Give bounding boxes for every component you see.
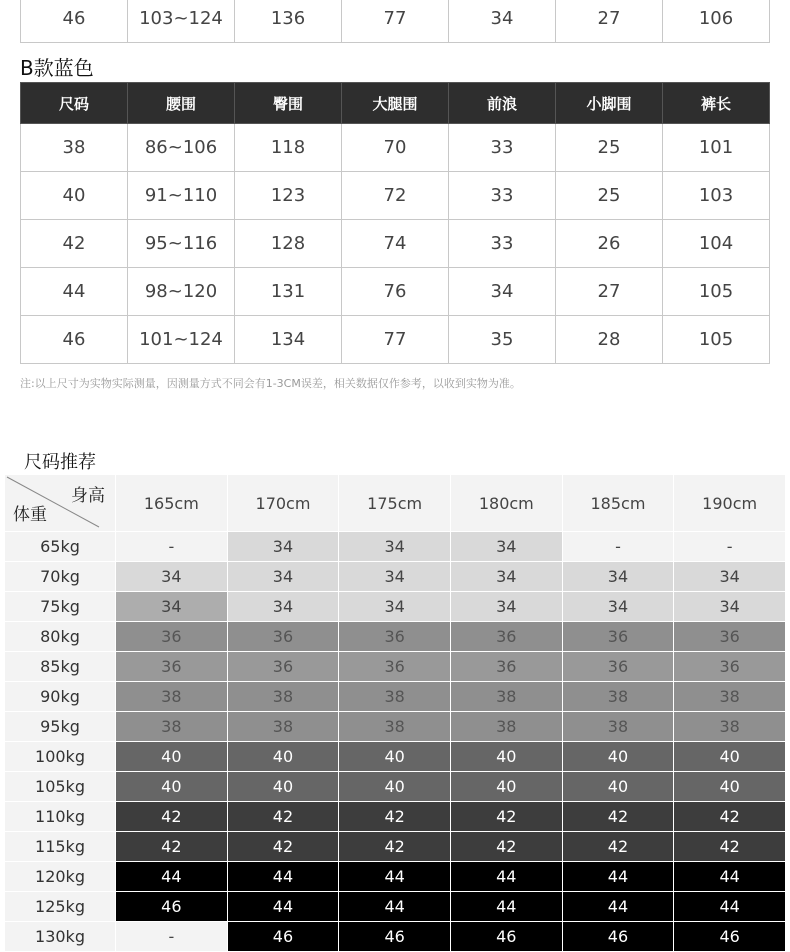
table-cell: 104 (663, 220, 770, 268)
recommend-row (5, 832, 786, 862)
recommend-size-cell: 34 (450, 592, 562, 622)
weight-label: 125kg (5, 892, 116, 922)
recommend-row (5, 892, 786, 922)
recommend-size-cell: 36 (116, 622, 228, 652)
recommend-row (5, 532, 786, 562)
recommend-size-cell: 44 (674, 862, 786, 892)
recommend-size-cell: 40 (562, 772, 674, 802)
recommend-size-cell: 44 (562, 892, 674, 922)
table-cell: 33 (449, 124, 556, 172)
recommend-row (5, 712, 786, 742)
recommend-size-cell: 34 (674, 562, 786, 592)
table-cell: 128 (235, 220, 342, 268)
table-cell: 42 (21, 220, 128, 268)
table-row (21, 268, 770, 316)
height-header: 170cm (227, 475, 339, 532)
table-cell: 131 (235, 268, 342, 316)
measurement-note: 注:以上尺寸为实物实际测量，因测量方式不同会有1-3CM误差，相关数据仅作参考，以收到实物为准。 (20, 377, 521, 390)
recommend-size-cell: 42 (339, 802, 451, 832)
recommend-size-cell: 38 (450, 682, 562, 712)
recommend-size-cell: 34 (450, 562, 562, 592)
weight-label: 110kg (5, 802, 116, 832)
column-header: 尺码 (21, 83, 128, 124)
table-cell: 25 (556, 172, 663, 220)
recommend-size-cell: 42 (339, 832, 451, 862)
recommend-row (5, 652, 786, 682)
weight-label: 120kg (5, 862, 116, 892)
recommend-size-cell: 42 (227, 802, 339, 832)
recommend-size-cell: 46 (674, 922, 786, 952)
weight-label: 70kg (5, 562, 116, 592)
table-cell: 77 (342, 316, 449, 364)
recommend-size-cell: 34 (450, 532, 562, 562)
recommend-size-cell: 34 (116, 562, 228, 592)
table-cell: 70 (342, 124, 449, 172)
weight-label: 115kg (5, 832, 116, 862)
table-cell: 101 (663, 124, 770, 172)
table-cell: 98~120 (128, 268, 235, 316)
table-cell: 27 (556, 0, 663, 43)
recommend-size-cell: 40 (562, 742, 674, 772)
recommend-size-cell: 42 (450, 832, 562, 862)
table-cell: 40 (21, 172, 128, 220)
table-cell: 105 (663, 268, 770, 316)
recommend-size-cell: 38 (450, 712, 562, 742)
recommend-size-cell: 36 (227, 652, 339, 682)
recommend-size-cell: 34 (339, 562, 451, 592)
table-cell: 134 (235, 316, 342, 364)
recommend-title: 尺码推荐 (24, 452, 96, 473)
recommend-size-cell: 40 (116, 772, 228, 802)
recommend-size-cell: 44 (562, 862, 674, 892)
column-header: 裤长 (663, 83, 770, 124)
table-cell: 34 (449, 268, 556, 316)
recommend-size-cell: 46 (339, 922, 451, 952)
recommend-row (5, 922, 786, 952)
recommend-size-cell: 38 (674, 682, 786, 712)
recommend-row (5, 742, 786, 772)
column-header: 腰围 (128, 83, 235, 124)
table-cell: 26 (556, 220, 663, 268)
recommend-size-cell: 34 (227, 562, 339, 592)
recommend-size-cell: 38 (674, 712, 786, 742)
table-cell: 74 (342, 220, 449, 268)
recommend-size-cell: 42 (674, 832, 786, 862)
table-cell: 76 (342, 268, 449, 316)
section-b-title: B款蓝色 (20, 56, 94, 80)
table-cell: 91~110 (128, 172, 235, 220)
recommend-size-cell: 44 (339, 862, 451, 892)
column-header: 臀围 (235, 83, 342, 124)
recommend-row (5, 772, 786, 802)
recommend-row (5, 862, 786, 892)
table-cell: 105 (663, 316, 770, 364)
weight-label: 65kg (5, 532, 116, 562)
recommend-size-cell: 40 (339, 772, 451, 802)
height-header: 175cm (339, 475, 451, 532)
recommend-size-cell: 38 (116, 712, 228, 742)
table-cell: 103 (663, 172, 770, 220)
recommend-size-cell: 36 (674, 622, 786, 652)
recommend-size-cell: 44 (227, 862, 339, 892)
recommend-size-cell: 34 (339, 532, 451, 562)
height-header: 180cm (450, 475, 562, 532)
recommend-size-cell: 36 (674, 652, 786, 682)
recommend-size-cell: 42 (562, 832, 674, 862)
recommend-size-cell: 36 (339, 622, 451, 652)
recommend-size-cell: 44 (339, 892, 451, 922)
recommend-size-cell: 40 (227, 742, 339, 772)
recommend-size-cell: 42 (116, 832, 228, 862)
recommend-size-cell: 46 (450, 922, 562, 952)
table-cell: 103~124 (128, 0, 235, 43)
recommend-size-cell: 34 (227, 592, 339, 622)
height-axis-label: 身高 (71, 486, 105, 506)
recommend-size-cell: 38 (339, 712, 451, 742)
recommend-size-cell: 42 (562, 802, 674, 832)
table-cell: 72 (342, 172, 449, 220)
recommend-size-cell: 38 (227, 712, 339, 742)
recommend-row (5, 562, 786, 592)
table-row (21, 172, 770, 220)
column-header: 大腿围 (342, 83, 449, 124)
recommend-row (5, 592, 786, 622)
weight-label: 90kg (5, 682, 116, 712)
weight-axis-label: 体重 (13, 505, 47, 525)
table-cell: 136 (235, 0, 342, 43)
recommend-size-cell: 34 (674, 592, 786, 622)
recommend-size-cell: 40 (674, 742, 786, 772)
weight-label: 75kg (5, 592, 116, 622)
recommend-size-cell: - (116, 922, 228, 952)
table-cell: 95~116 (128, 220, 235, 268)
recommend-size-cell: 40 (450, 772, 562, 802)
table-cell: 28 (556, 316, 663, 364)
recommend-size-cell: 38 (562, 712, 674, 742)
recommend-size-cell: 38 (562, 682, 674, 712)
recommend-size-cell: 34 (116, 592, 228, 622)
weight-label: 105kg (5, 772, 116, 802)
weight-label: 85kg (5, 652, 116, 682)
recommend-size-cell: 42 (116, 802, 228, 832)
recommend-size-cell: 36 (116, 652, 228, 682)
table-cell: 35 (449, 316, 556, 364)
recommend-size-cell: 44 (450, 892, 562, 922)
table-cell: 118 (235, 124, 342, 172)
size-table-b (20, 82, 770, 364)
table-cell: 34 (449, 0, 556, 43)
recommend-header-row (5, 475, 786, 532)
recommend-size-cell: 36 (562, 652, 674, 682)
table-cell: 33 (449, 220, 556, 268)
recommend-size-cell: 40 (227, 772, 339, 802)
table-cell: 38 (21, 124, 128, 172)
column-header: 前浪 (449, 83, 556, 124)
table-header-row (21, 83, 770, 124)
table-cell: 25 (556, 124, 663, 172)
previous-size-table-tail (20, 0, 770, 43)
table-cell: 123 (235, 172, 342, 220)
height-header: 185cm (562, 475, 674, 532)
recommend-size-cell: - (116, 532, 228, 562)
recommend-size-cell: 38 (227, 682, 339, 712)
recommend-size-cell: 46 (227, 922, 339, 952)
recommend-size-cell: - (562, 532, 674, 562)
recommend-size-cell: 36 (562, 622, 674, 652)
recommend-size-cell: 34 (562, 592, 674, 622)
weight-label: 130kg (5, 922, 116, 952)
recommend-size-cell: 38 (116, 682, 228, 712)
table-row (21, 316, 770, 364)
recommend-size-cell: 36 (450, 622, 562, 652)
table-cell: 86~106 (128, 124, 235, 172)
recommend-size-cell: 44 (116, 862, 228, 892)
table-cell: 77 (342, 0, 449, 43)
recommend-size-cell: 40 (450, 742, 562, 772)
table-cell: 106 (663, 0, 770, 43)
height-header: 190cm (674, 475, 786, 532)
height-header: 165cm (116, 475, 228, 532)
weight-label: 80kg (5, 622, 116, 652)
size-recommend-table (4, 474, 786, 952)
recommend-size-cell: 36 (450, 652, 562, 682)
recommend-size-cell: 42 (674, 802, 786, 832)
recommend-size-cell: 34 (562, 562, 674, 592)
recommend-size-cell: - (674, 532, 786, 562)
table-cell: 27 (556, 268, 663, 316)
recommend-size-cell: 36 (227, 622, 339, 652)
table-row (21, 220, 770, 268)
table-cell: 44 (21, 268, 128, 316)
column-header: 小脚围 (556, 83, 663, 124)
table-cell: 46 (21, 0, 128, 43)
weight-label: 95kg (5, 712, 116, 742)
recommend-size-cell: 36 (339, 652, 451, 682)
weight-label: 100kg (5, 742, 116, 772)
corner-cell (5, 475, 116, 532)
recommend-row (5, 802, 786, 832)
recommend-size-cell: 46 (116, 892, 228, 922)
recommend-size-cell: 38 (339, 682, 451, 712)
recommend-size-cell: 42 (450, 802, 562, 832)
table-row (21, 124, 770, 172)
recommend-size-cell: 44 (674, 892, 786, 922)
recommend-row (5, 682, 786, 712)
table-cell: 101~124 (128, 316, 235, 364)
recommend-size-cell: 40 (674, 772, 786, 802)
recommend-size-cell: 44 (227, 892, 339, 922)
recommend-size-cell: 42 (227, 832, 339, 862)
recommend-size-cell: 46 (562, 922, 674, 952)
recommend-size-cell: 34 (227, 532, 339, 562)
recommend-size-cell: 40 (339, 742, 451, 772)
recommend-size-cell: 44 (450, 862, 562, 892)
table-cell: 33 (449, 172, 556, 220)
table-cell: 46 (21, 316, 128, 364)
table-row (21, 0, 770, 43)
recommend-size-cell: 34 (339, 592, 451, 622)
recommend-size-cell: 40 (116, 742, 228, 772)
recommend-row (5, 622, 786, 652)
